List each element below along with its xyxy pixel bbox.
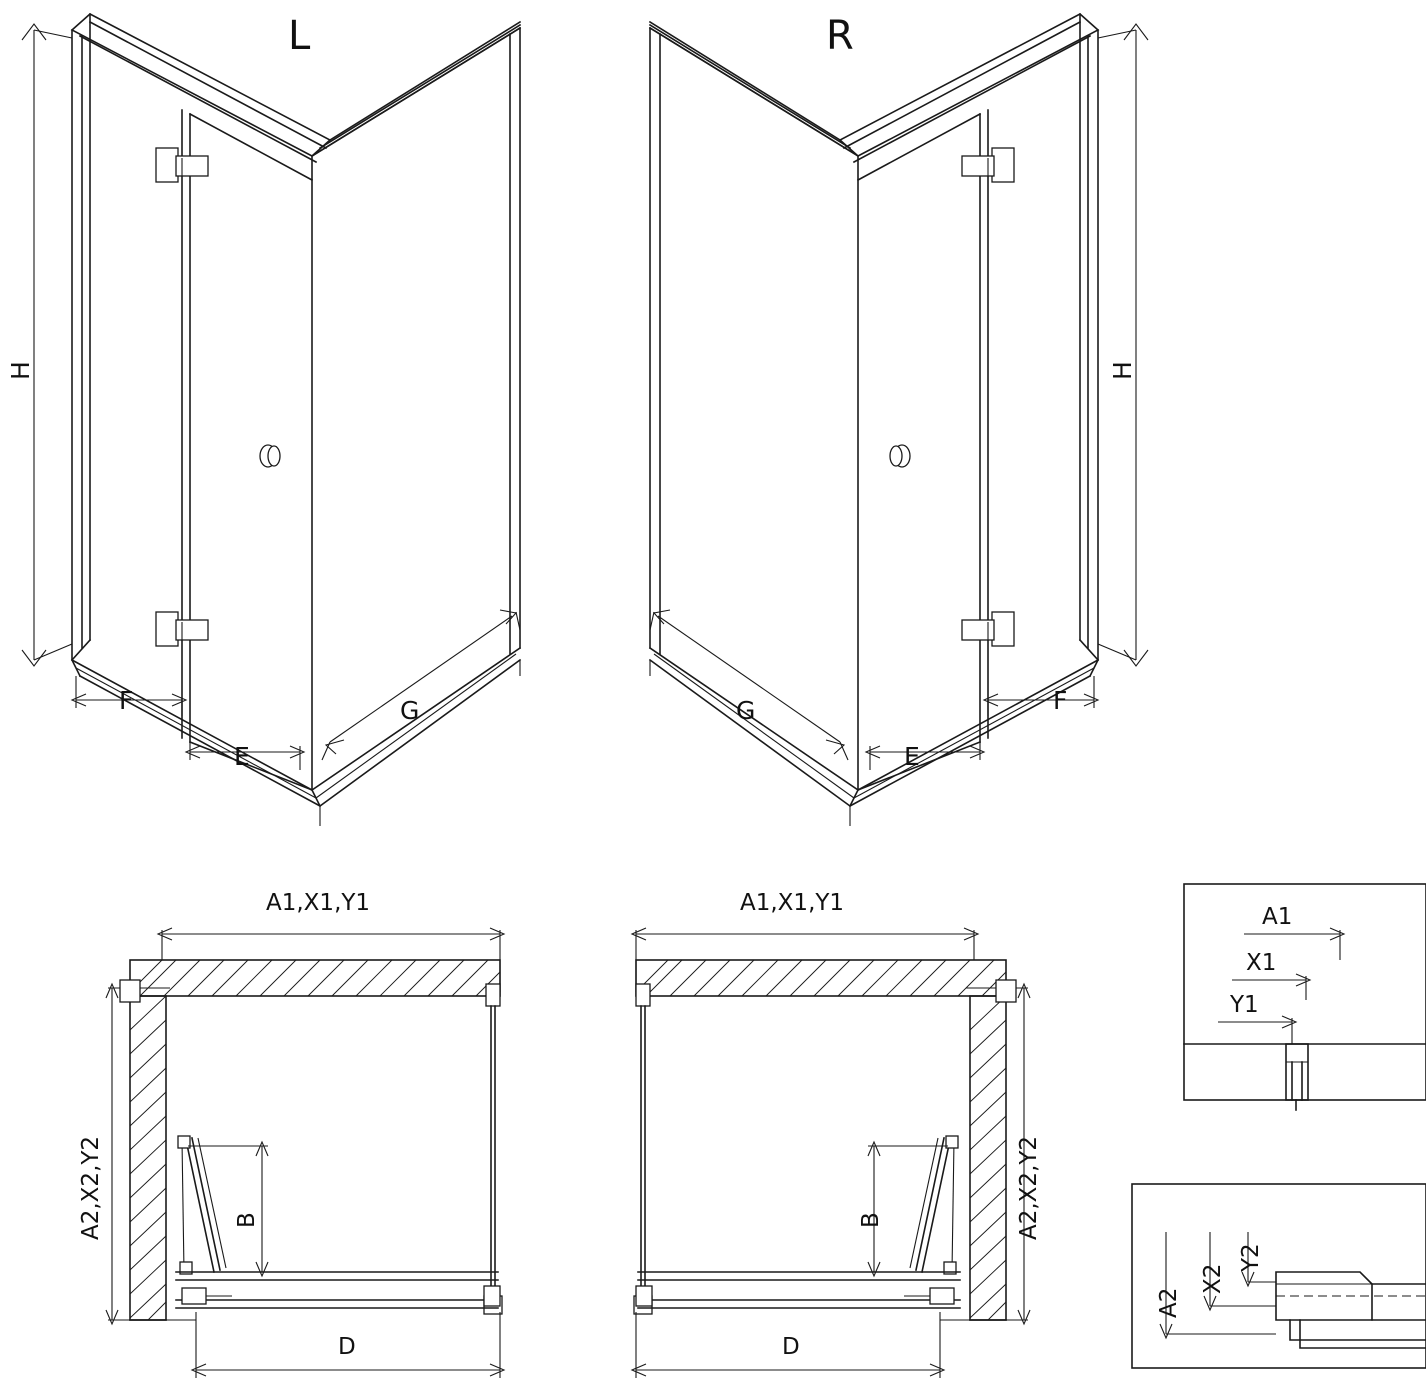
dim-label-g-right: G <box>736 696 756 725</box>
dim-label-e-right: E <box>904 742 920 771</box>
dim-label-a1x1y1-right: A1,X1,Y1 <box>740 890 845 916</box>
dim-label-a1x1y1-left: A1,X1,Y1 <box>266 890 371 916</box>
detail-dim-label-y2: Y2 <box>1238 1243 1264 1272</box>
detail-dim-label-x1: X1 <box>1246 950 1277 976</box>
plan-view-left <box>106 928 504 1378</box>
dim-label-h-left: H <box>6 361 35 380</box>
dim-label-f-left: F <box>119 686 134 715</box>
iso-view-left <box>22 14 520 826</box>
detail-dim-label-a2: A2 <box>1156 1287 1182 1318</box>
dim-label-f-right: F <box>1053 686 1068 715</box>
detail-dim-label-a1: A1 <box>1262 904 1293 930</box>
dim-label-d-right: D <box>782 1334 800 1360</box>
dim-label-g-left: G <box>400 696 420 725</box>
dim-label-a2x2y2-left: A2,X2,Y2 <box>78 1135 104 1240</box>
dim-label-e-left: E <box>234 742 250 771</box>
detail-dim-label-y1: Y1 <box>1230 992 1259 1018</box>
view-label-left: L <box>288 13 311 59</box>
dim-label-b-left: B <box>234 1212 260 1228</box>
dim-label-b-right: B <box>858 1212 884 1228</box>
dim-label-h-right: H <box>1108 361 1137 380</box>
detail-dim-label-x2: X2 <box>1200 1263 1226 1294</box>
detail-top <box>1184 884 1426 1110</box>
view-label-right: R <box>826 13 854 59</box>
detail-bottom <box>1132 1184 1426 1368</box>
dim-label-d-left: D <box>338 1334 356 1360</box>
plan-view-right <box>632 928 1030 1378</box>
dim-label-a2x2y2-right: A2,X2,Y2 <box>1016 1135 1042 1240</box>
iso-view-right <box>650 14 1148 826</box>
